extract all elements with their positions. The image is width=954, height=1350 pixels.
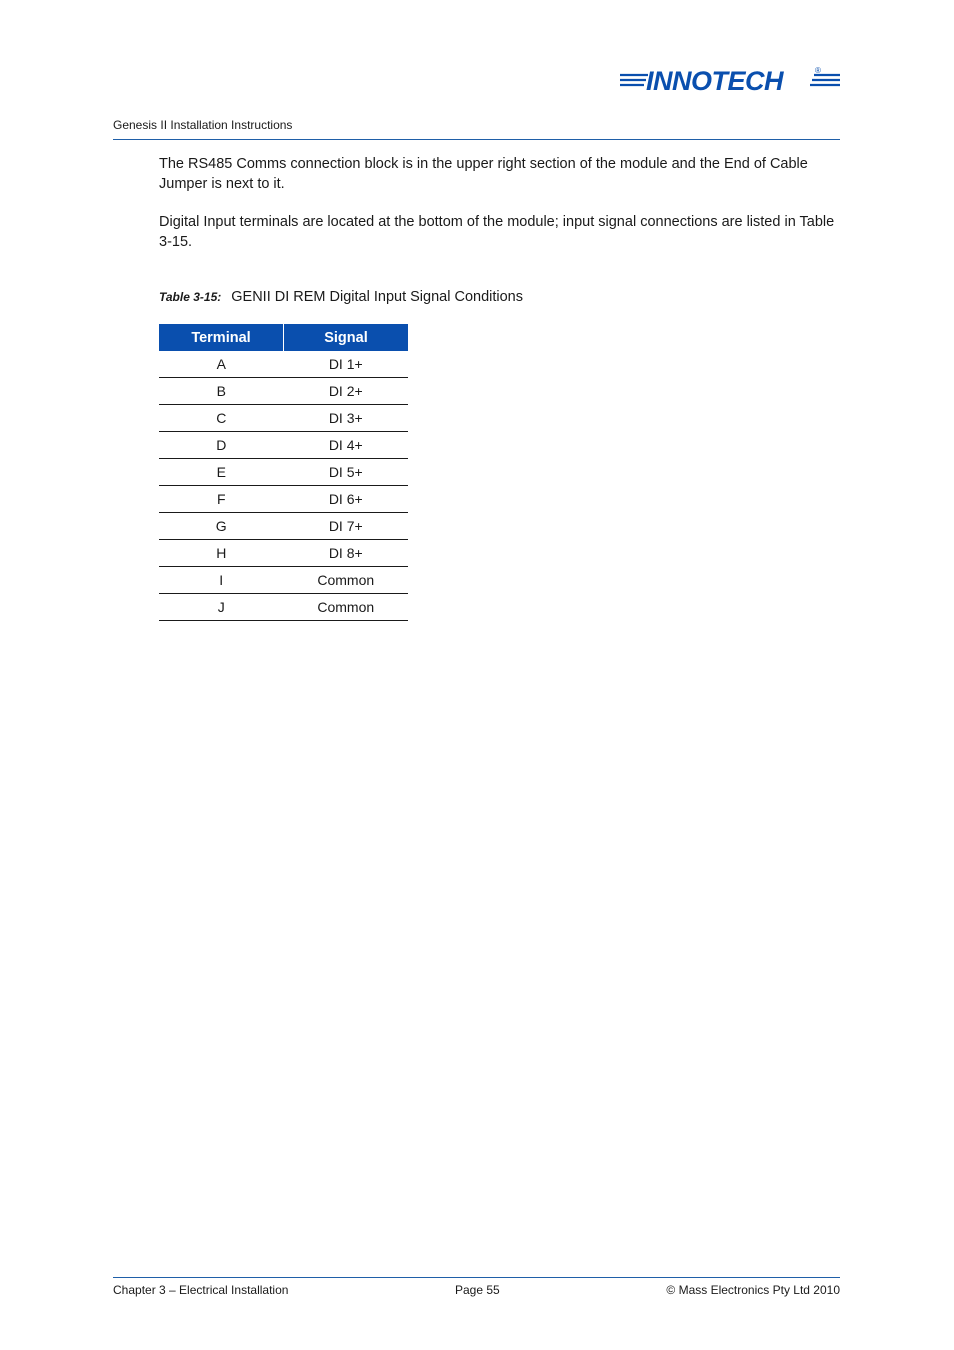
table-row bbox=[159, 486, 408, 513]
cell-terminal: C bbox=[159, 405, 284, 432]
cell-signal: DI 7+ bbox=[284, 513, 409, 540]
logo-registered-mark: ® bbox=[815, 66, 821, 75]
header-terminal: Terminal bbox=[159, 324, 284, 351]
table-header-row bbox=[159, 324, 408, 351]
header-signal: Signal bbox=[284, 324, 409, 351]
cell-signal: DI 6+ bbox=[284, 486, 409, 513]
paragraph-digital-input: Digital Input terminals are located at the bottom of the module; input signal connections are listed in Table 3-15. bbox=[159, 214, 835, 250]
footer-copyright: © Mass Electronics Pty Ltd 2010 bbox=[666, 1283, 840, 1297]
cell-signal: DI 4+ bbox=[284, 432, 409, 459]
cell-terminal: J bbox=[159, 594, 284, 621]
logo-wordmark: INNOTECH bbox=[646, 66, 783, 96]
table-caption-text: GENII DI REM Digital Input Signal Conditions bbox=[231, 289, 523, 305]
table-row bbox=[159, 567, 408, 594]
table-row bbox=[159, 405, 408, 432]
cell-signal: Common bbox=[284, 594, 409, 621]
table-caption-label: Table 3-15: bbox=[159, 290, 222, 304]
footer-page-number: Page 55 bbox=[455, 1283, 500, 1297]
cell-signal: DI 8+ bbox=[284, 540, 409, 567]
innotech-logo bbox=[618, 62, 842, 96]
cell-signal: DI 2+ bbox=[284, 378, 409, 405]
cell-signal: DI 5+ bbox=[284, 459, 409, 486]
cell-terminal: E bbox=[159, 459, 284, 486]
signal-table bbox=[159, 324, 408, 621]
footer-chapter: Chapter 3 – Electrical Installation bbox=[113, 1283, 289, 1297]
cell-signal: DI 3+ bbox=[284, 405, 409, 432]
cell-signal: Common bbox=[284, 567, 409, 594]
table-row bbox=[159, 432, 408, 459]
footer-divider bbox=[113, 1277, 840, 1278]
header-divider bbox=[113, 139, 840, 140]
table-caption bbox=[159, 289, 523, 305]
table-row bbox=[159, 378, 408, 405]
cell-terminal: A bbox=[159, 351, 284, 378]
cell-terminal: D bbox=[159, 432, 284, 459]
paragraph-rs485: The RS485 Comms connection block is in the upper right section of the module and the End of Cable Jumper is next to it. bbox=[159, 156, 808, 192]
document-title: Genesis II Installation Instructions bbox=[113, 118, 293, 132]
cell-terminal: I bbox=[159, 567, 284, 594]
table-row bbox=[159, 351, 408, 378]
cell-terminal: G bbox=[159, 513, 284, 540]
table-row bbox=[159, 594, 408, 621]
table-row bbox=[159, 540, 408, 567]
cell-terminal: H bbox=[159, 540, 284, 567]
cell-signal: DI 1+ bbox=[284, 351, 409, 378]
cell-terminal: F bbox=[159, 486, 284, 513]
table-row bbox=[159, 513, 408, 540]
table-row bbox=[159, 459, 408, 486]
cell-terminal: B bbox=[159, 378, 284, 405]
